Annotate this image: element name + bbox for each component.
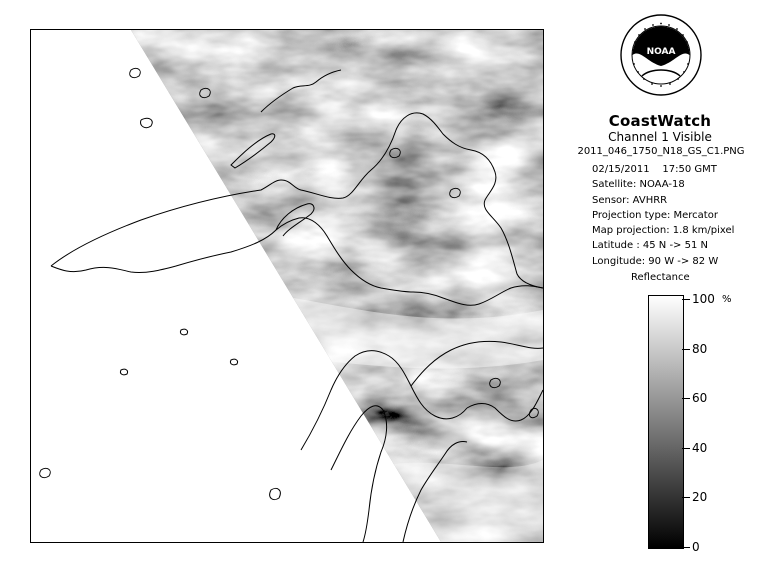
noaa-logo-text: NOAA — [646, 47, 676, 57]
colorbar-tick — [682, 398, 690, 399]
projection-type-label: Projection type: Mercator — [592, 209, 718, 221]
imagery-swath — [31, 30, 543, 542]
datetime-line — [592, 162, 734, 177]
colorbar-tick — [682, 349, 690, 350]
map-projection-label: Map projection: 1.8 km/pixel — [592, 225, 735, 237]
colorbar-tick — [682, 299, 690, 300]
satellite-map[interactable] — [30, 29, 544, 543]
colorbar-tick — [682, 497, 690, 498]
filename-label: 2011_046_1750_N18_GS_C1.PNG — [577, 146, 745, 157]
colorbar-tick-label: 60 — [692, 391, 708, 406]
latitude-label: Latitude : 45 N -> 51 N — [592, 240, 708, 252]
colorbar-tick-label: 100 — [692, 292, 715, 306]
colorbar-title: Reflectance — [631, 272, 690, 283]
colorbar-tick-label: 0 — [692, 540, 700, 554]
colorbar-gradient — [648, 295, 684, 549]
colorbar-tick — [682, 547, 690, 548]
brand-title: CoastWatch — [608, 112, 712, 130]
colorbar-tick — [682, 448, 690, 449]
date-label: 02/15/2011 — [592, 164, 650, 175]
time-label: 17:50 GMT — [662, 164, 717, 175]
sensor-label: Sensor: AVHRR — [592, 194, 668, 206]
channel-label: Channel 1 Visible — [608, 130, 712, 144]
colorbar-tick-label: 40 — [692, 440, 708, 455]
colorbar-unit: % — [722, 294, 732, 305]
satellite-label: Satellite: NOAA-18 — [592, 179, 685, 191]
map-svg — [31, 30, 543, 542]
colorbar-tick-label: 20 — [692, 490, 708, 505]
colorbar-tick-label: 80 — [692, 341, 708, 356]
noaa-logo — [620, 14, 702, 96]
metadata-block — [592, 162, 734, 269]
longitude-label: Longitude: 90 W -> 82 W — [592, 255, 719, 267]
